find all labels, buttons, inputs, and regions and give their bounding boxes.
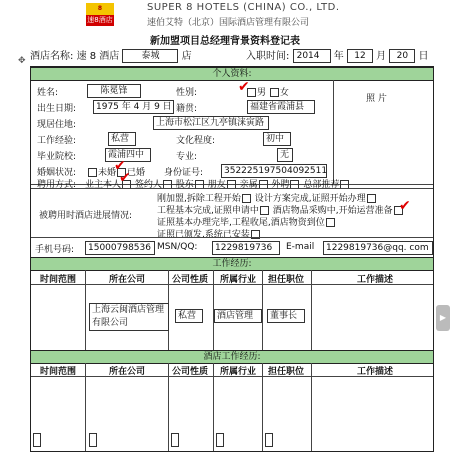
name-label: 姓名: [37,88,59,98]
page-header [0,0,450,30]
entry-label: 入职时间: [246,51,290,62]
hotel-col-description: 工作描述 [356,367,393,377]
section-work: 工作经历: [31,257,433,271]
divider [31,237,433,238]
photo-label: 照 片 [366,94,387,104]
month-field[interactable]: 12 [347,49,373,63]
phone-field[interactable]: 15000798536 [85,241,155,255]
hotel-nature-field[interactable] [171,433,179,447]
col-time: 时间范围 [39,275,76,285]
email-field[interactable]: 1229819736@qq. com [323,241,433,255]
day-unit: 日 [418,51,429,62]
gender-label: 性别: [176,88,198,98]
school-field[interactable]: 霞浦四中 [105,148,151,162]
work-position-field[interactable]: 董事长 [267,309,305,323]
year-field[interactable]: 2014 [293,49,331,63]
email-label: E-mail [286,242,315,252]
address-field[interactable]: 上海市松江区九亭镇涞寅路 [153,116,269,130]
hotel-entry-row [30,47,430,63]
col-industry: 所属行业 [219,275,256,285]
hotel-position-field[interactable] [265,433,273,447]
education-label: 文化程度: [176,136,216,146]
hotel-col-position: 担任职位 [267,367,304,377]
name-field[interactable]: 陈冕锋 [87,84,141,98]
school-label: 毕业院校: [37,152,77,162]
divider [31,376,433,377]
checkmark-icon: ✔ [399,198,411,214]
hotel-prefix: 速 8 酒店 [76,51,120,62]
work-company-field[interactable]: 上海云闽酒店管理有限公司 [89,303,169,331]
hotel-time-field[interactable] [33,433,41,447]
col-divider [311,363,312,451]
hotel-col-industry: 所属行业 [219,367,256,377]
registration-form [30,66,434,452]
year-unit: 年 [333,51,344,62]
col-divider [311,270,312,350]
col-nature: 公司性质 [171,275,208,285]
marital-options[interactable]: 未婚 已婚 [87,165,145,178]
progress-line-1[interactable]: 刚加盟,拆除工程开始 设计方案完成,证照开始办理 [157,191,377,204]
logo-bottom: 速8酒店 [87,16,113,24]
major-label: 专业: [176,152,198,162]
col-divider [262,363,263,451]
birth-field[interactable]: 1975 年 4 月 9 日 [93,100,174,114]
section-hotel-work: 酒店工作经历: [31,350,433,364]
photo-divider [333,80,334,184]
marital-label: 婚姻状况: [37,168,77,178]
col-position: 担任职位 [267,275,304,285]
col-company: 所在公司 [108,275,145,285]
col-description: 工作描述 [356,275,393,285]
section-personal: 个人资料: [31,67,433,81]
address-label: 现居住地: [37,120,77,130]
company-name-en: SUPER 8 HOTELS (CHINA) CO., LTD. [147,2,340,13]
super8-logo [86,3,114,26]
progress-line-4[interactable]: 证照已颁发,系统已安装 [157,227,261,240]
month-unit: 月 [376,51,387,62]
hotel-name-field[interactable]: 泰城 [122,49,178,63]
divider [31,284,433,285]
hotel-suffix: 店 [181,51,192,62]
hotel-company-field[interactable] [89,433,97,447]
checkmark-icon: ✔ [114,158,126,174]
side-expand-tab[interactable]: ▶ [436,305,450,331]
gender-male[interactable]: 男 女 [246,85,289,98]
progress-label: 被聘用时酒店进展情况: [39,211,133,221]
hotel-col-nature: 公司性质 [171,367,208,377]
move-handle-icon[interactable]: ✥ [18,56,26,66]
hotel-label: 酒店名称: [30,51,74,62]
native-label: 籍贯: [176,104,198,114]
col-divider [85,270,86,350]
education-field[interactable]: 初中 [263,132,291,146]
msn-label: MSN/QQ: [157,242,198,252]
day-field[interactable]: 20 [389,49,415,63]
col-divider [262,270,263,350]
col-divider [168,363,169,451]
hire-label: 聘用方式: [37,180,77,190]
id-label: 身份证号: [164,168,204,178]
form-title: 新加盟项目总经理背景资料登记表 [150,36,300,47]
col-divider [85,363,86,451]
native-field[interactable]: 福建省霞浦县 [247,100,315,114]
work-industry-field[interactable]: 酒店管理 [214,309,262,323]
company-name-cn: 速伯艾特（北京）国际酒店管理有限公司 [147,18,310,28]
experience-label: 工作经验: [37,136,77,146]
progress-line-3[interactable]: 证照基本办理完毕,工程收尾,酒店物资到位 [157,215,336,228]
hotel-col-company: 所在公司 [108,367,145,377]
logo-top: 8 [86,3,114,15]
experience-field[interactable]: 私营 [108,132,136,146]
hotel-col-time: 时间范围 [39,367,76,377]
phone-label: 手机号码: [35,245,75,255]
checkmark-icon: ✔ [119,170,131,186]
major-field[interactable]: 无 [277,148,293,162]
checkmark-icon: ✔ [238,79,250,95]
divider [31,188,433,189]
hotel-industry-field[interactable] [216,433,224,447]
hire-options[interactable]: 业主本人 签约人 股东 朋友 亲属 外聘 总部推荐 [85,177,350,190]
work-nature-field[interactable]: 私营 [175,309,203,323]
col-divider [213,363,214,451]
id-field[interactable]: 352225197504092511 [221,164,327,178]
qq-field[interactable]: 1229819736 [212,241,280,255]
progress-line-2[interactable]: 工程基本完成,证照申请中 酒店物品采购中,开始运营准备 [157,203,404,216]
birth-label: 出生日期: [37,104,77,114]
